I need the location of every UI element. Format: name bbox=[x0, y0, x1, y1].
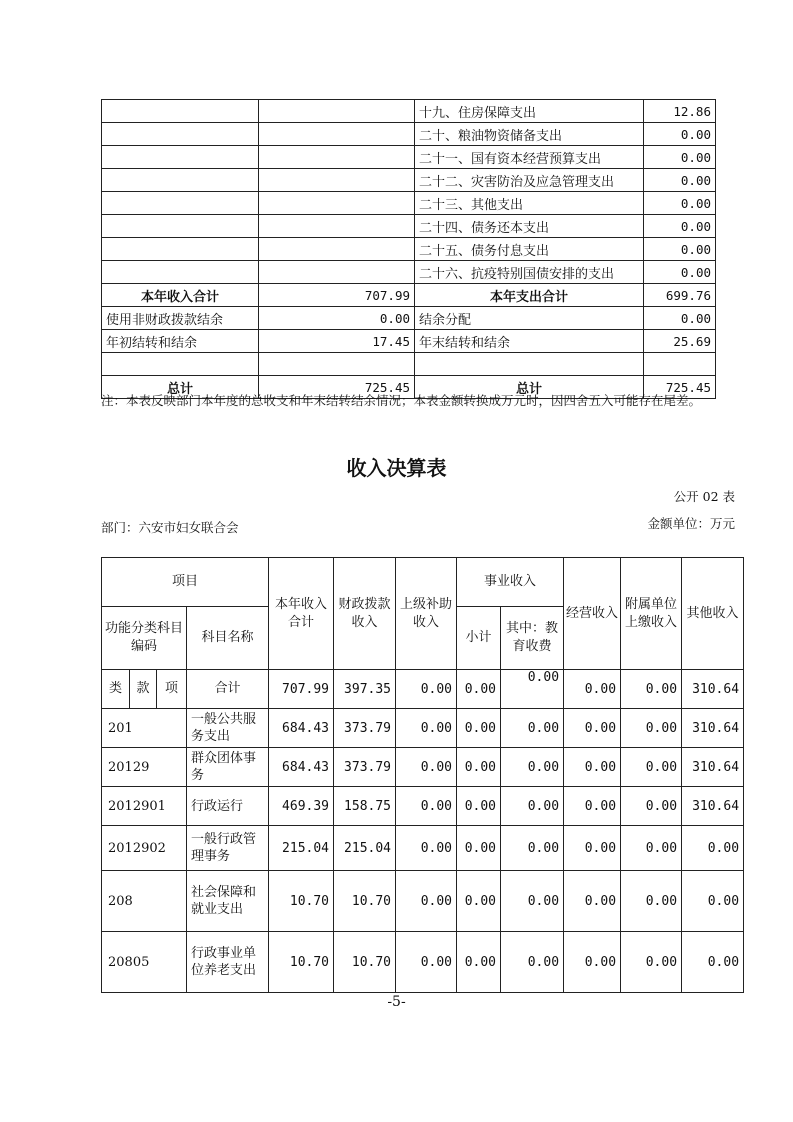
income-label bbox=[102, 261, 259, 284]
expense-label: 总计 bbox=[415, 376, 644, 399]
value-cell: 215.04 bbox=[334, 826, 396, 871]
value-cell: 0.00 bbox=[621, 826, 682, 871]
header-other: 其他收入 bbox=[682, 558, 744, 670]
form-code: 公开 02 表 bbox=[673, 489, 735, 504]
value-cell: 10.70 bbox=[269, 871, 334, 932]
expense-value: 12.86 bbox=[644, 100, 716, 123]
expense-value: 0.00 bbox=[644, 123, 716, 146]
header-func-code: 功能分类科目编码 bbox=[102, 607, 187, 670]
summary-row bbox=[102, 238, 716, 261]
value-cell: 0.00 bbox=[564, 787, 621, 826]
expense-label: 二十六、抗疫特别国债安排的支出 bbox=[415, 261, 644, 284]
header-business: 事业收入 bbox=[457, 558, 564, 607]
subject-name-cell: 行政运行 bbox=[187, 787, 269, 826]
income-value bbox=[259, 100, 415, 123]
expense-value bbox=[644, 353, 716, 376]
income-value bbox=[259, 238, 415, 261]
income-label bbox=[102, 146, 259, 169]
subject-name-cell: 一般公共服务支出 bbox=[187, 709, 269, 748]
value-cell: 0.00 bbox=[501, 709, 564, 748]
value-cell: 0.00 bbox=[621, 871, 682, 932]
income-value bbox=[259, 123, 415, 146]
value-cell: 310.64 bbox=[682, 748, 744, 787]
total-cell: 707.99 bbox=[269, 670, 334, 709]
expense-value: 0.00 bbox=[644, 146, 716, 169]
value-cell: 310.64 bbox=[682, 709, 744, 748]
header-affiliated: 附属单位上缴收入 bbox=[621, 558, 682, 670]
value-cell: 0.00 bbox=[457, 748, 501, 787]
income-label bbox=[102, 192, 259, 215]
header-item: 项目 bbox=[102, 558, 269, 607]
summary-row bbox=[102, 307, 716, 330]
value-cell: 0.00 bbox=[682, 871, 744, 932]
value-cell: 0.00 bbox=[501, 871, 564, 932]
value-cell: 0.00 bbox=[682, 826, 744, 871]
func-code-cell: 208 bbox=[102, 871, 187, 932]
summary-row bbox=[102, 100, 716, 123]
value-cell: 0.00 bbox=[564, 871, 621, 932]
value-cell: 0.00 bbox=[501, 826, 564, 871]
expense-label: 二十五、债务付息支出 bbox=[415, 238, 644, 261]
table-row bbox=[102, 826, 744, 871]
header-fiscal: 财政拨款收入 bbox=[334, 558, 396, 670]
table-row bbox=[102, 787, 744, 826]
expense-value: 699.76 bbox=[644, 284, 716, 307]
value-cell: 10.70 bbox=[334, 932, 396, 993]
page-number: -5- bbox=[387, 994, 406, 1010]
page-title: 收入决算表 bbox=[346, 456, 447, 480]
subject-name-cell: 群众团体事务 bbox=[187, 748, 269, 787]
expense-value: 0.00 bbox=[644, 307, 716, 330]
subject-name-cell: 社会保障和就业支出 bbox=[187, 871, 269, 932]
value-cell: 215.04 bbox=[269, 826, 334, 871]
header-subject-name: 科目名称 bbox=[187, 607, 269, 670]
income-value: 707.99 bbox=[259, 284, 415, 307]
header-operating: 经营收入 bbox=[564, 558, 621, 670]
expense-value: 0.00 bbox=[644, 192, 716, 215]
summary-row bbox=[102, 192, 716, 215]
expense-value: 0.00 bbox=[644, 215, 716, 238]
value-cell: 0.00 bbox=[457, 932, 501, 993]
func-code-cell: 2012902 bbox=[102, 826, 187, 871]
department-label: 部门：六安市妇女联合会 bbox=[101, 520, 239, 535]
value-cell: 684.43 bbox=[269, 709, 334, 748]
income-label: 总计 bbox=[102, 376, 259, 399]
value-cell: 0.00 bbox=[564, 826, 621, 871]
header-kuan: 款 bbox=[130, 670, 157, 709]
subject-name-cell: 一般行政管理事务 bbox=[187, 826, 269, 871]
summary-table bbox=[101, 99, 716, 399]
value-cell: 0.00 bbox=[621, 748, 682, 787]
value-cell: 0.00 bbox=[396, 709, 457, 748]
expense-value: 0.00 bbox=[644, 261, 716, 284]
func-code-cell: 201 bbox=[102, 709, 187, 748]
value-cell: 0.00 bbox=[457, 709, 501, 748]
income-label: 年初结转和结余 bbox=[102, 330, 259, 353]
header-superior: 上级补助收入 bbox=[396, 558, 457, 670]
total-cell: 0.00 bbox=[621, 670, 682, 709]
value-cell: 0.00 bbox=[501, 748, 564, 787]
value-cell: 0.00 bbox=[501, 787, 564, 826]
value-cell: 0.00 bbox=[457, 871, 501, 932]
value-cell: 0.00 bbox=[682, 932, 744, 993]
income-label bbox=[102, 238, 259, 261]
expense-value: 725.45 bbox=[644, 376, 716, 399]
value-cell: 0.00 bbox=[564, 932, 621, 993]
income-label: 本年收入合计 bbox=[102, 284, 259, 307]
total-cell: 310.64 bbox=[682, 670, 744, 709]
table-row bbox=[102, 871, 744, 932]
income-label: 使用非财政拨款结余 bbox=[102, 307, 259, 330]
total-row-label: 合计 bbox=[187, 670, 269, 709]
income-label bbox=[102, 100, 259, 123]
income-table bbox=[101, 557, 744, 993]
value-cell: 0.00 bbox=[621, 709, 682, 748]
value-cell: 310.64 bbox=[682, 787, 744, 826]
header-lei: 类 bbox=[102, 670, 130, 709]
summary-row bbox=[102, 261, 716, 284]
expense-label: 年末结转和结余 bbox=[415, 330, 644, 353]
value-cell: 684.43 bbox=[269, 748, 334, 787]
value-cell: 0.00 bbox=[396, 871, 457, 932]
total-cell: 0.00 bbox=[564, 670, 621, 709]
expense-label: 结余分配 bbox=[415, 307, 644, 330]
value-cell: 0.00 bbox=[396, 748, 457, 787]
table-row bbox=[102, 709, 744, 748]
income-value bbox=[259, 353, 415, 376]
value-cell: 469.39 bbox=[269, 787, 334, 826]
income-value: 17.45 bbox=[259, 330, 415, 353]
value-cell: 0.00 bbox=[396, 787, 457, 826]
summary-row bbox=[102, 123, 716, 146]
total-row bbox=[102, 670, 744, 709]
func-code-cell: 20805 bbox=[102, 932, 187, 993]
value-cell: 10.70 bbox=[334, 871, 396, 932]
expense-label: 二十、粮油物资储备支出 bbox=[415, 123, 644, 146]
value-cell: 0.00 bbox=[621, 787, 682, 826]
expense-label: 二十一、国有资本经营预算支出 bbox=[415, 146, 644, 169]
summary-row bbox=[102, 146, 716, 169]
income-value bbox=[259, 261, 415, 284]
total-cell: 0.00 bbox=[457, 670, 501, 709]
table-row bbox=[102, 932, 744, 993]
expense-label: 二十三、其他支出 bbox=[415, 192, 644, 215]
header-total-income: 本年收入合计 bbox=[269, 558, 334, 670]
table-note: 注：本表反映部门本年度的总收支和年末结转结余情况；本表金额转换成万元时，因四舍五入可能存在尾差。 bbox=[101, 393, 702, 408]
func-code-cell: 20129 bbox=[102, 748, 187, 787]
value-cell: 0.00 bbox=[396, 932, 457, 993]
expense-value: 0.00 bbox=[644, 169, 716, 192]
header-edu-fee: 其中：教育收费 bbox=[501, 607, 564, 670]
expense-label: 十九、住房保障支出 bbox=[415, 100, 644, 123]
unit-label: 金额单位：万元 bbox=[647, 516, 735, 531]
value-cell: 0.00 bbox=[564, 748, 621, 787]
value-cell: 0.00 bbox=[457, 787, 501, 826]
value-cell: 0.00 bbox=[564, 709, 621, 748]
value-cell: 373.79 bbox=[334, 709, 396, 748]
income-value bbox=[259, 169, 415, 192]
income-value bbox=[259, 146, 415, 169]
func-code-cell: 2012901 bbox=[102, 787, 187, 826]
expense-label: 二十四、债务还本支出 bbox=[415, 215, 644, 238]
table-row bbox=[102, 748, 744, 787]
expense-label: 二十二、灾害防治及应急管理支出 bbox=[415, 169, 644, 192]
income-value bbox=[259, 192, 415, 215]
income-label bbox=[102, 215, 259, 238]
value-cell: 10.70 bbox=[269, 932, 334, 993]
total-cell: 0.00 bbox=[501, 670, 564, 709]
income-table-body bbox=[102, 709, 744, 993]
value-cell: 0.00 bbox=[621, 932, 682, 993]
summary-row bbox=[102, 215, 716, 238]
expense-value: 25.69 bbox=[644, 330, 716, 353]
summary-table-body bbox=[102, 100, 716, 399]
income-value: 0.00 bbox=[259, 307, 415, 330]
value-cell: 0.00 bbox=[396, 826, 457, 871]
header-subtotal: 小计 bbox=[457, 607, 501, 670]
summary-row bbox=[102, 284, 716, 307]
value-cell: 0.00 bbox=[501, 932, 564, 993]
summary-row bbox=[102, 353, 716, 376]
income-value: 725.45 bbox=[259, 376, 415, 399]
total-cell: 0.00 bbox=[396, 670, 457, 709]
expense-label bbox=[415, 353, 644, 376]
total-cell: 397.35 bbox=[334, 670, 396, 709]
summary-row bbox=[102, 169, 716, 192]
header-xiang: 项 bbox=[157, 670, 187, 709]
income-value bbox=[259, 215, 415, 238]
subject-name-cell: 行政事业单位养老支出 bbox=[187, 932, 269, 993]
expense-label: 本年支出合计 bbox=[415, 284, 644, 307]
income-label bbox=[102, 123, 259, 146]
value-cell: 158.75 bbox=[334, 787, 396, 826]
summary-row bbox=[102, 330, 716, 353]
value-cell: 373.79 bbox=[334, 748, 396, 787]
income-table-header bbox=[102, 558, 744, 709]
income-label bbox=[102, 169, 259, 192]
income-label bbox=[102, 353, 259, 376]
expense-value: 0.00 bbox=[644, 238, 716, 261]
value-cell: 0.00 bbox=[457, 826, 501, 871]
